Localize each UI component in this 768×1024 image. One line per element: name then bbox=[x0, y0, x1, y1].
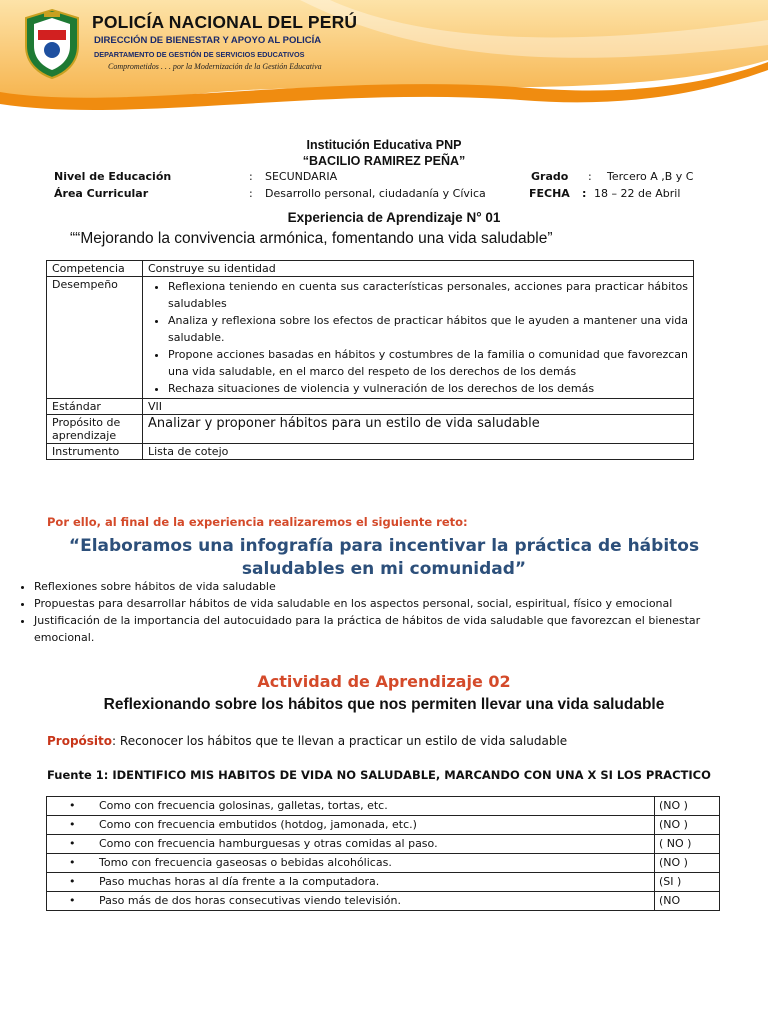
nivel-colon: : bbox=[249, 170, 253, 183]
table-row bbox=[47, 816, 720, 835]
nivel-value: SECUNDARIA bbox=[265, 170, 338, 183]
activity-purpose bbox=[47, 734, 567, 748]
instrumento-label: Instrumento bbox=[47, 444, 143, 460]
police-crest-logo bbox=[22, 8, 82, 80]
grado-label: Grado bbox=[531, 170, 569, 183]
habit-text: Como con frecuencia embutidos (hotdog, jamonada, etc.) bbox=[99, 818, 417, 831]
habit-cell bbox=[47, 797, 655, 816]
habit-text: Como con frecuencia hamburguesas y otras comidas al paso. bbox=[99, 837, 438, 850]
bullet: • bbox=[69, 894, 76, 907]
table-row bbox=[47, 835, 720, 854]
table-row bbox=[47, 444, 694, 460]
header-subtitle-department: DEPARTAMENTO DE GESTIÓN DE SERVICIOS EDUCATIVOS bbox=[94, 50, 305, 59]
experience-subtitle-text: “Mejorando la convivencia armónica, fomentando una vida saludable” bbox=[75, 230, 553, 247]
school-name-line2: “BACILIO RAMIREZ PEÑA” bbox=[302, 154, 466, 168]
header-subtitle-direction: DIRECCIÓN DE BIENESTAR Y APOYO AL POLICÍA bbox=[94, 35, 322, 46]
table-row bbox=[47, 261, 694, 277]
grado-colon: : bbox=[588, 170, 592, 183]
list-item: • Analiza y reflexiona sobre los efectos de practicar hábitos que le ayuden a mantener una vida saludable. bbox=[168, 312, 688, 346]
habit-answer[interactable]: ( NO ) bbox=[655, 835, 720, 854]
letterhead bbox=[0, 0, 768, 115]
desempeno-label: Desempeño bbox=[47, 277, 143, 399]
proposito-aprendizaje-value: Analizar y proponer hábitos para un estilo de vida saludable bbox=[143, 415, 694, 444]
school-name-line1: Institución Educativa PNP bbox=[306, 138, 462, 152]
bullet: • bbox=[69, 875, 76, 888]
habit-answer[interactable]: (NO ) bbox=[655, 854, 720, 873]
table-row bbox=[47, 399, 694, 415]
list-item: • Reflexiones sobre hábitos de vida saludable bbox=[34, 578, 754, 595]
experience-subtitle: ““Mejorando la convivencia armónica, fomentando una vida saludable” bbox=[70, 230, 553, 247]
activity-title: Actividad de Aprendizaje 02 bbox=[257, 672, 511, 691]
habit-cell bbox=[47, 873, 655, 892]
habit-text: Paso muchas horas al día frente a la computadora. bbox=[99, 875, 380, 888]
habit-cell bbox=[47, 854, 655, 873]
habit-answer[interactable]: (SI ) bbox=[655, 873, 720, 892]
area-label: Área Curricular bbox=[54, 187, 149, 200]
bullet: • bbox=[69, 799, 76, 812]
habit-cell bbox=[47, 835, 655, 854]
desempeno-cell bbox=[143, 277, 694, 399]
habit-cell bbox=[47, 816, 655, 835]
list-item: • Propone acciones basadas en hábitos y costumbres de la familia o comunidad que favorezcan una vida saludable, en el marco del respeto de los derechos de los demás bbox=[168, 346, 688, 380]
list-item: • Rechaza situaciones de violencia y vulneración de los derechos de los demás bbox=[168, 380, 688, 397]
activity-subtitle: Reflexionando sobre los hábitos que nos permiten llevar una vida saludable bbox=[103, 696, 665, 713]
reto-list bbox=[14, 578, 754, 646]
bullet: • bbox=[69, 837, 76, 850]
proposito-aprendizaje-label: Propósito de aprendizaje bbox=[47, 415, 143, 444]
grado-value: Tercero A ,B y C bbox=[607, 170, 694, 183]
table-row bbox=[47, 415, 694, 444]
habit-text: Paso más de dos horas consecutivas viendo televisión. bbox=[99, 894, 401, 907]
table-row bbox=[47, 892, 720, 911]
habits-table bbox=[46, 796, 720, 911]
bullet: • bbox=[69, 818, 76, 831]
list-item: • Justificación de la importancia del autocuidado para la práctica de hábitos de vida saludable que favorezcan el bienestar emocional. bbox=[34, 612, 754, 646]
competencia-label: Competencia bbox=[47, 261, 143, 277]
habit-answer[interactable]: (NO ) bbox=[655, 797, 720, 816]
habit-text: Tomo con frecuencia gaseosas o bebidas alcohólicas. bbox=[99, 856, 392, 869]
estandar-label: Estándar bbox=[47, 399, 143, 415]
habit-text: Como con frecuencia golosinas, galletas, tortas, etc. bbox=[99, 799, 388, 812]
habit-answer[interactable]: (NO ) bbox=[655, 816, 720, 835]
fecha-value: 18 – 22 de Abril bbox=[594, 187, 681, 200]
table-row bbox=[47, 797, 720, 816]
institution-header-title: POLICÍA NACIONAL DEL PERÚ bbox=[92, 12, 358, 32]
list-item: • Propuestas para desarrollar hábitos de vida saludable en los aspectos personal, social, espiritual, físico y emocional bbox=[34, 595, 754, 612]
header-slogan: Comprometidos . . . por la Modernización de la Gestión Educativa bbox=[108, 62, 322, 71]
fecha-label: FECHA bbox=[529, 187, 570, 200]
nivel-label: Nivel de Educación bbox=[54, 170, 172, 183]
area-colon: : bbox=[249, 187, 253, 200]
purpose-label: Propósito bbox=[47, 734, 113, 748]
experience-title: Experiencia de Aprendizaje N° 01 bbox=[287, 210, 501, 225]
area-value: Desarrollo personal, ciudadanía y Cívica bbox=[265, 187, 486, 200]
habit-answer[interactable]: (NO bbox=[655, 892, 720, 911]
estandar-value: VII bbox=[143, 399, 694, 415]
table-row bbox=[47, 873, 720, 892]
competencia-value: Construye su identidad bbox=[143, 261, 694, 277]
fecha-colon: : bbox=[582, 187, 587, 200]
source-heading: Fuente 1: IDENTIFICO MIS HABITOS DE VIDA NO SALUDABLE, MARCANDO CON UNA X SI LOS PRACTICO bbox=[47, 768, 711, 782]
list-item: • Reflexiona teniendo en cuenta sus características personales, acciones para practicar hábitos saludables bbox=[168, 278, 688, 312]
bullet: • bbox=[69, 856, 76, 869]
instrumento-value: Lista de cotejo bbox=[143, 444, 694, 460]
reto-intro: Por ello, al final de la experiencia realizaremos el siguiente reto: bbox=[47, 515, 468, 529]
reto-statement: “Elaboramos una infografía para incentivar la práctica de hábitos saludables en mi comunidad” bbox=[68, 536, 700, 579]
table-row bbox=[47, 277, 694, 399]
competency-table bbox=[46, 260, 694, 460]
table-row bbox=[47, 854, 720, 873]
purpose-text: : Reconocer los hábitos que te llevan a practicar un estilo de vida saludable bbox=[112, 734, 568, 748]
habit-cell bbox=[47, 892, 655, 911]
desempeno-list bbox=[148, 278, 688, 397]
